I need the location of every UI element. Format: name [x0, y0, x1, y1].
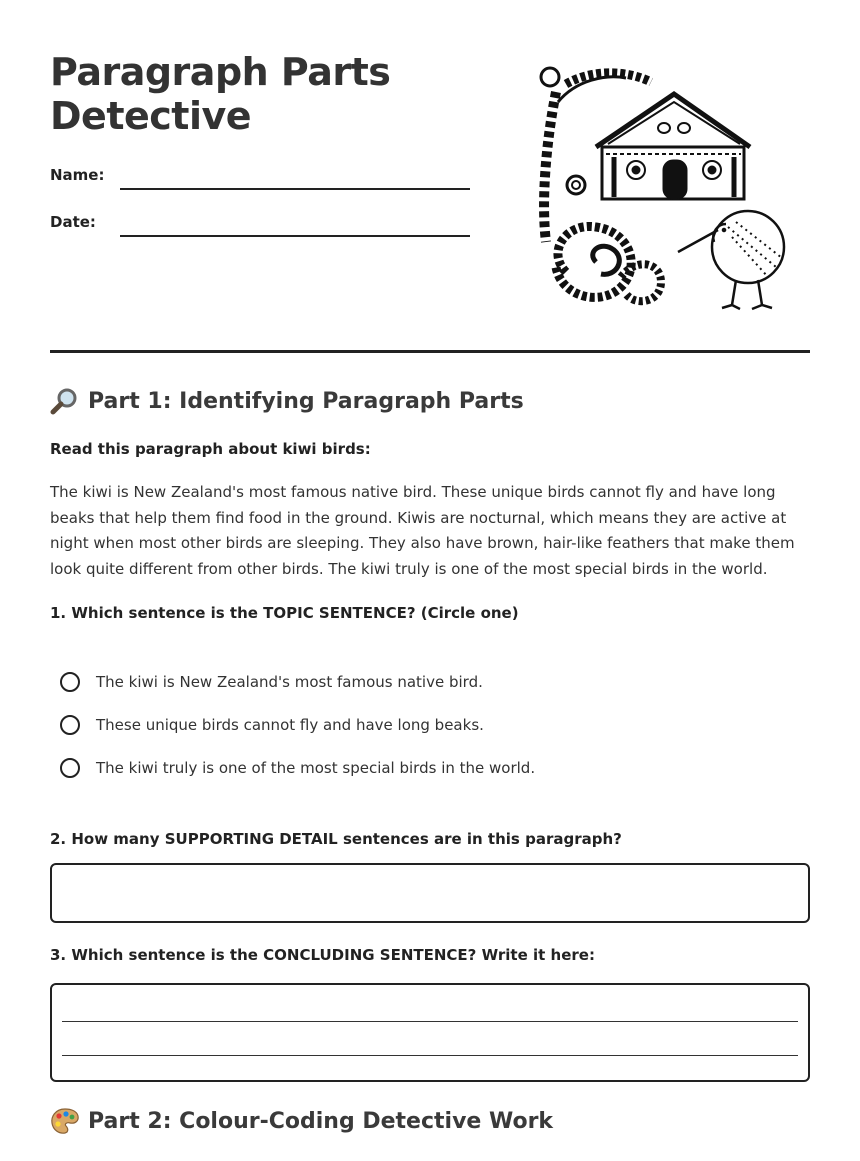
read-prompt: Read this paragraph about kiwi birds: — [50, 440, 371, 458]
question-2: 2. How many SUPPORTING DETAIL sentences are in this paragraph? — [50, 830, 622, 848]
date-write-line[interactable] — [120, 235, 470, 237]
q3-write-line-2[interactable] — [62, 1055, 798, 1056]
date-label: Date: — [50, 213, 96, 231]
kiwi-paragraph: The kiwi is New Zealand's most famous native bird. These unique birds cannot fly and have long beaks that help them find food in the ground. Kiwis are nocturnal, which means they are active at night when most other birds are sleeping. They also have brown, hair-like feathers that make them look quite different from other birds. The kiwi truly is one of the most special birds in the world. — [50, 483, 795, 578]
date-field[interactable] — [50, 207, 470, 237]
part1-heading-text: Part 1: Identifying Paragraph Parts — [88, 388, 524, 414]
part2-heading-text: Part 2: Colour-Coding Detective Work — [88, 1108, 554, 1134]
q1-option-3-circle[interactable] — [60, 758, 80, 778]
q1-option-1-circle[interactable] — [60, 672, 80, 692]
q1-option-2-text: These unique birds cannot fly and have long beaks. — [96, 716, 484, 734]
q1-option-2[interactable] — [60, 712, 484, 738]
q2-answer-box[interactable] — [50, 863, 810, 923]
part2-heading — [50, 1106, 553, 1136]
part1-heading — [50, 386, 524, 416]
name-write-line[interactable] — [120, 188, 470, 190]
q3-answer-box[interactable] — [50, 983, 810, 1082]
q1-option-2-circle[interactable] — [60, 715, 80, 735]
q1-option-1-text: The kiwi is New Zealand's most famous native bird. — [96, 673, 483, 691]
question-3: 3. Which sentence is the CONCLUDING SENTENCE? Write it here: — [50, 946, 595, 964]
q1-option-1[interactable] — [60, 669, 483, 695]
name-label: Name: — [50, 166, 105, 184]
header-divider — [50, 350, 810, 353]
name-field[interactable] — [50, 160, 470, 190]
wharenui-kiwi-illustration — [536, 62, 786, 316]
worksheet-title: Paragraph Parts Detective — [50, 50, 391, 138]
q3-write-line-1[interactable] — [62, 1021, 798, 1022]
q1-option-3[interactable] — [60, 755, 535, 781]
q1-option-3-text: The kiwi truly is one of the most special birds in the world. — [96, 759, 536, 777]
artist-palette-icon — [50, 1106, 80, 1136]
question-1: 1. Which sentence is the TOPIC SENTENCE? (Circle one) — [50, 604, 519, 622]
magnifying-glass-icon — [50, 386, 80, 416]
